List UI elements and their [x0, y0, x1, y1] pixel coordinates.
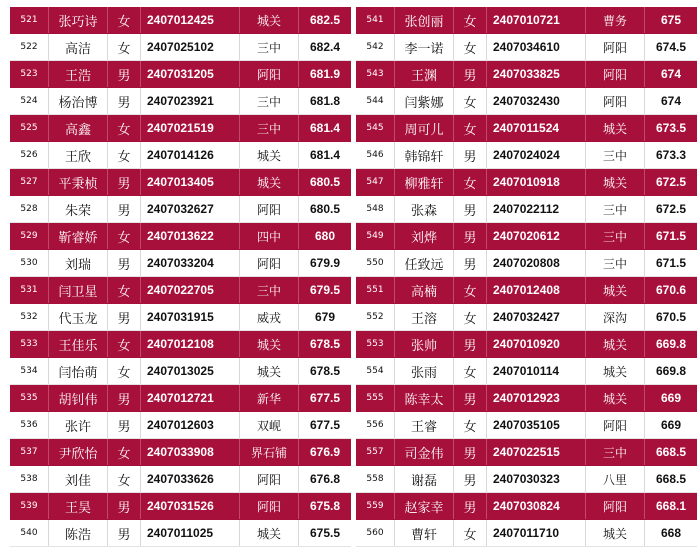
student-name: 张许	[49, 412, 108, 439]
exam-id: 2407011025	[141, 520, 240, 547]
table-row	[356, 88, 697, 115]
school-name: 三中	[240, 88, 299, 115]
total-score: 669	[645, 412, 698, 439]
rank-number: 527	[10, 169, 49, 196]
rank-number: 537	[10, 439, 49, 466]
exam-id: 2407012108	[141, 331, 240, 358]
exam-id: 2407011524	[487, 115, 586, 142]
student-name: 张巧诗	[49, 7, 108, 34]
exam-id: 2407020612	[487, 223, 586, 250]
school-name: 城关	[240, 142, 299, 169]
rank-number: 546	[356, 142, 395, 169]
exam-id: 2407032627	[141, 196, 240, 223]
total-score: 674.5	[645, 34, 698, 61]
student-sex: 男	[454, 493, 487, 520]
student-sex: 男	[454, 250, 487, 277]
exam-id: 2407033908	[141, 439, 240, 466]
total-score: 670.5	[645, 304, 698, 331]
total-score: 677.5	[299, 412, 352, 439]
rank-number: 553	[356, 331, 395, 358]
student-name: 张创丽	[395, 7, 454, 34]
student-name: 朱荣	[49, 196, 108, 223]
table-row	[10, 358, 351, 385]
student-sex: 男	[454, 196, 487, 223]
rank-number: 521	[10, 7, 49, 34]
student-name: 王欣	[49, 142, 108, 169]
rank-number: 543	[356, 61, 395, 88]
school-name: 威戎	[240, 304, 299, 331]
student-name: 张森	[395, 196, 454, 223]
exam-id: 2407032430	[487, 88, 586, 115]
student-name: 刘佳	[49, 466, 108, 493]
table-row	[356, 250, 697, 277]
student-name: 高洁	[49, 34, 108, 61]
student-sex: 女	[454, 169, 487, 196]
school-name: 三中	[586, 142, 645, 169]
school-name: 城关	[240, 331, 299, 358]
student-name: 尹欣怡	[49, 439, 108, 466]
school-name: 曹务	[586, 7, 645, 34]
total-score: 669.8	[645, 331, 698, 358]
table-row	[10, 34, 351, 61]
rank-number: 560	[356, 520, 395, 547]
exam-id: 2407012408	[487, 277, 586, 304]
rank-number: 532	[10, 304, 49, 331]
total-score: 668.1	[645, 493, 698, 520]
student-name: 陈幸太	[395, 385, 454, 412]
school-name: 城关	[586, 115, 645, 142]
exam-id: 2407013405	[141, 169, 240, 196]
total-score: 669.8	[645, 358, 698, 385]
student-name: 闫怡萌	[49, 358, 108, 385]
student-name: 陈浩	[49, 520, 108, 547]
school-name: 阿阳	[586, 412, 645, 439]
student-sex: 男	[108, 88, 141, 115]
total-score: 681.9	[299, 61, 352, 88]
table-row	[10, 277, 351, 304]
exam-id: 2407024024	[487, 142, 586, 169]
exam-id: 2407022515	[487, 439, 586, 466]
student-sex: 女	[454, 34, 487, 61]
rank-number: 554	[356, 358, 395, 385]
student-sex: 女	[108, 142, 141, 169]
rank-number: 552	[356, 304, 395, 331]
rank-number: 528	[10, 196, 49, 223]
exam-id: 2407033825	[487, 61, 586, 88]
table-row	[356, 466, 697, 493]
table-row	[356, 7, 697, 34]
school-name: 新华	[240, 385, 299, 412]
school-name: 阿阳	[240, 493, 299, 520]
student-sex: 女	[454, 115, 487, 142]
rank-number: 539	[10, 493, 49, 520]
student-sex: 男	[108, 169, 141, 196]
left-ranking-table	[10, 7, 351, 547]
table-row	[10, 88, 351, 115]
school-name: 四中	[240, 223, 299, 250]
student-name: 赵家幸	[395, 493, 454, 520]
total-score: 676.9	[299, 439, 352, 466]
student-sex: 女	[108, 466, 141, 493]
rank-number: 549	[356, 223, 395, 250]
total-score: 672.5	[645, 196, 698, 223]
student-name: 柳雅轩	[395, 169, 454, 196]
student-name: 胡钊伟	[49, 385, 108, 412]
school-name: 阿阳	[586, 493, 645, 520]
student-name: 张帅	[395, 331, 454, 358]
student-name: 谢磊	[395, 466, 454, 493]
school-name: 三中	[586, 196, 645, 223]
exam-id: 2407035105	[487, 412, 586, 439]
total-score: 680.5	[299, 196, 352, 223]
table-row	[356, 520, 697, 547]
student-sex: 男	[454, 331, 487, 358]
table-row	[356, 304, 697, 331]
total-score: 679	[299, 304, 352, 331]
student-sex: 男	[454, 61, 487, 88]
exam-id: 2407025102	[141, 34, 240, 61]
exam-id: 2407030323	[487, 466, 586, 493]
table-row	[10, 412, 351, 439]
student-sex: 女	[108, 223, 141, 250]
student-sex: 男	[108, 196, 141, 223]
rank-number: 523	[10, 61, 49, 88]
table-row	[356, 331, 697, 358]
table-row	[10, 331, 351, 358]
exam-id: 2407030824	[487, 493, 586, 520]
rank-number: 559	[356, 493, 395, 520]
school-name: 城关	[586, 385, 645, 412]
table-row	[10, 61, 351, 88]
table-row	[10, 115, 351, 142]
rank-number: 544	[356, 88, 395, 115]
school-name: 阿阳	[240, 196, 299, 223]
school-name: 阿阳	[586, 88, 645, 115]
rank-number: 525	[10, 115, 49, 142]
exam-id: 2407010918	[487, 169, 586, 196]
exam-id: 2407013025	[141, 358, 240, 385]
rank-number: 530	[10, 250, 49, 277]
student-sex: 男	[454, 142, 487, 169]
total-score: 668	[645, 520, 698, 547]
table-row	[10, 304, 351, 331]
total-score: 679.9	[299, 250, 352, 277]
exam-id: 2407010721	[487, 7, 586, 34]
student-sex: 女	[454, 88, 487, 115]
total-score: 678.5	[299, 331, 352, 358]
total-score: 669	[645, 385, 698, 412]
student-sex: 男	[108, 61, 141, 88]
table-row	[356, 142, 697, 169]
table-row	[10, 250, 351, 277]
student-sex: 女	[108, 439, 141, 466]
exam-id: 2407031205	[141, 61, 240, 88]
table-row	[356, 412, 697, 439]
student-sex: 男	[454, 439, 487, 466]
exam-id: 2407033204	[141, 250, 240, 277]
school-name: 三中	[240, 277, 299, 304]
school-name: 三中	[586, 250, 645, 277]
student-name: 杨治博	[49, 88, 108, 115]
school-name: 城关	[586, 331, 645, 358]
table-row	[356, 493, 697, 520]
rank-number: 533	[10, 331, 49, 358]
total-score: 675.8	[299, 493, 352, 520]
total-score: 680	[299, 223, 352, 250]
student-sex: 女	[108, 331, 141, 358]
exam-id: 2407034610	[487, 34, 586, 61]
school-name: 深沟	[586, 304, 645, 331]
student-sex: 女	[108, 7, 141, 34]
table-row	[356, 34, 697, 61]
right-ranking-body	[356, 7, 697, 547]
table-row	[356, 61, 697, 88]
exam-id: 2407020808	[487, 250, 586, 277]
student-name: 高楠	[395, 277, 454, 304]
student-name: 王渊	[395, 61, 454, 88]
school-name: 城关	[586, 358, 645, 385]
student-name: 王昊	[49, 493, 108, 520]
table-row	[356, 358, 697, 385]
table-row	[10, 520, 351, 547]
school-name: 城关	[240, 7, 299, 34]
total-score: 681.4	[299, 142, 352, 169]
exam-id: 2407022112	[487, 196, 586, 223]
school-name: 城关	[586, 277, 645, 304]
total-score: 682.4	[299, 34, 352, 61]
school-name: 三中	[586, 223, 645, 250]
school-name: 城关	[240, 358, 299, 385]
student-sex: 男	[108, 250, 141, 277]
school-name: 阿阳	[240, 466, 299, 493]
exam-id: 2407031915	[141, 304, 240, 331]
rank-number: 526	[10, 142, 49, 169]
table-row	[10, 385, 351, 412]
student-name: 刘烨	[395, 223, 454, 250]
student-sex: 男	[454, 466, 487, 493]
table-row	[10, 493, 351, 520]
total-score: 673.3	[645, 142, 698, 169]
student-name: 平秉桢	[49, 169, 108, 196]
left-ranking-body	[10, 7, 351, 547]
table-row	[356, 196, 697, 223]
exam-id: 2407023921	[141, 88, 240, 115]
school-name: 三中	[240, 115, 299, 142]
table-row	[10, 439, 351, 466]
rank-number: 538	[10, 466, 49, 493]
student-sex: 女	[108, 358, 141, 385]
student-name: 张雨	[395, 358, 454, 385]
total-score: 671.5	[645, 250, 698, 277]
school-name: 城关	[586, 169, 645, 196]
student-sex: 女	[108, 34, 141, 61]
school-name: 城关	[586, 520, 645, 547]
table-row	[10, 142, 351, 169]
rank-number: 556	[356, 412, 395, 439]
student-name: 高鑫	[49, 115, 108, 142]
table-row	[10, 169, 351, 196]
student-sex: 女	[454, 277, 487, 304]
total-score: 675	[645, 7, 698, 34]
rank-number: 551	[356, 277, 395, 304]
rank-number: 545	[356, 115, 395, 142]
rank-number: 524	[10, 88, 49, 115]
table-row	[356, 439, 697, 466]
student-name: 韩锦轩	[395, 142, 454, 169]
exam-id: 2407013622	[141, 223, 240, 250]
total-score: 681.4	[299, 115, 352, 142]
exam-id: 2407012721	[141, 385, 240, 412]
exam-id: 2407022705	[141, 277, 240, 304]
rank-number: 555	[356, 385, 395, 412]
total-score: 672.5	[645, 169, 698, 196]
student-sex: 男	[108, 412, 141, 439]
student-name: 王佳乐	[49, 331, 108, 358]
school-name: 三中	[240, 34, 299, 61]
student-sex: 男	[454, 385, 487, 412]
exam-id: 2407032427	[487, 304, 586, 331]
student-name: 靳睿娇	[49, 223, 108, 250]
exam-id: 2407012603	[141, 412, 240, 439]
school-name: 阿阳	[586, 61, 645, 88]
student-sex: 女	[108, 115, 141, 142]
exam-id: 2407031526	[141, 493, 240, 520]
student-sex: 男	[108, 493, 141, 520]
total-score: 677.5	[299, 385, 352, 412]
rank-number: 522	[10, 34, 49, 61]
exam-id: 2407010920	[487, 331, 586, 358]
student-name: 王浩	[49, 61, 108, 88]
total-score: 681.8	[299, 88, 352, 115]
student-sex: 女	[454, 412, 487, 439]
school-name: 城关	[240, 169, 299, 196]
rank-number: 547	[356, 169, 395, 196]
rank-number: 531	[10, 277, 49, 304]
student-sex: 男	[454, 223, 487, 250]
table-row	[10, 7, 351, 34]
total-score: 682.5	[299, 7, 352, 34]
exam-id: 2407014126	[141, 142, 240, 169]
rank-number: 542	[356, 34, 395, 61]
rank-number: 550	[356, 250, 395, 277]
table-row	[10, 466, 351, 493]
total-score: 668.5	[645, 439, 698, 466]
student-name: 王溶	[395, 304, 454, 331]
student-name: 闫卫星	[49, 277, 108, 304]
school-name: 八里	[586, 466, 645, 493]
rank-number: 536	[10, 412, 49, 439]
student-sex: 男	[108, 385, 141, 412]
rank-number: 535	[10, 385, 49, 412]
table-row	[356, 277, 697, 304]
rank-number: 548	[356, 196, 395, 223]
student-name: 王睿	[395, 412, 454, 439]
rank-number: 529	[10, 223, 49, 250]
student-name: 代玉龙	[49, 304, 108, 331]
total-score: 680.5	[299, 169, 352, 196]
table-row	[356, 385, 697, 412]
school-name: 阿阳	[586, 34, 645, 61]
rank-number: 558	[356, 466, 395, 493]
school-name: 双岘	[240, 412, 299, 439]
table-row	[356, 223, 697, 250]
table-row	[356, 115, 697, 142]
table-row	[10, 196, 351, 223]
total-score: 671.5	[645, 223, 698, 250]
student-name: 周可儿	[395, 115, 454, 142]
student-sex: 女	[454, 520, 487, 547]
school-name: 阿阳	[240, 250, 299, 277]
exam-id: 2407012923	[487, 385, 586, 412]
exam-id: 2407011710	[487, 520, 586, 547]
student-sex: 男	[108, 304, 141, 331]
rank-number: 534	[10, 358, 49, 385]
exam-id: 2407012425	[141, 7, 240, 34]
rank-number: 557	[356, 439, 395, 466]
table-row	[10, 223, 351, 250]
school-name: 界石铺	[240, 439, 299, 466]
school-name: 城关	[240, 520, 299, 547]
student-sex: 女	[108, 277, 141, 304]
student-sex: 女	[454, 304, 487, 331]
total-score: 676.8	[299, 466, 352, 493]
exam-id: 2407033626	[141, 466, 240, 493]
total-score: 674	[645, 88, 698, 115]
school-name: 三中	[586, 439, 645, 466]
student-name: 李一诺	[395, 34, 454, 61]
exam-id: 2407010114	[487, 358, 586, 385]
student-name: 司金伟	[395, 439, 454, 466]
total-score: 668.5	[645, 466, 698, 493]
student-sex: 女	[454, 358, 487, 385]
table-row	[356, 169, 697, 196]
total-score: 674	[645, 61, 698, 88]
student-name: 闫紫娜	[395, 88, 454, 115]
right-ranking-table	[356, 7, 697, 547]
total-score: 679.5	[299, 277, 352, 304]
student-sex: 女	[454, 7, 487, 34]
rank-number: 541	[356, 7, 395, 34]
total-score: 670.6	[645, 277, 698, 304]
school-name: 阿阳	[240, 61, 299, 88]
total-score: 675.5	[299, 520, 352, 547]
student-name: 刘瑞	[49, 250, 108, 277]
student-name: 曹轩	[395, 520, 454, 547]
rank-number: 540	[10, 520, 49, 547]
student-sex: 男	[108, 520, 141, 547]
student-name: 任致远	[395, 250, 454, 277]
total-score: 673.5	[645, 115, 698, 142]
exam-id: 2407021519	[141, 115, 240, 142]
total-score: 678.5	[299, 358, 352, 385]
